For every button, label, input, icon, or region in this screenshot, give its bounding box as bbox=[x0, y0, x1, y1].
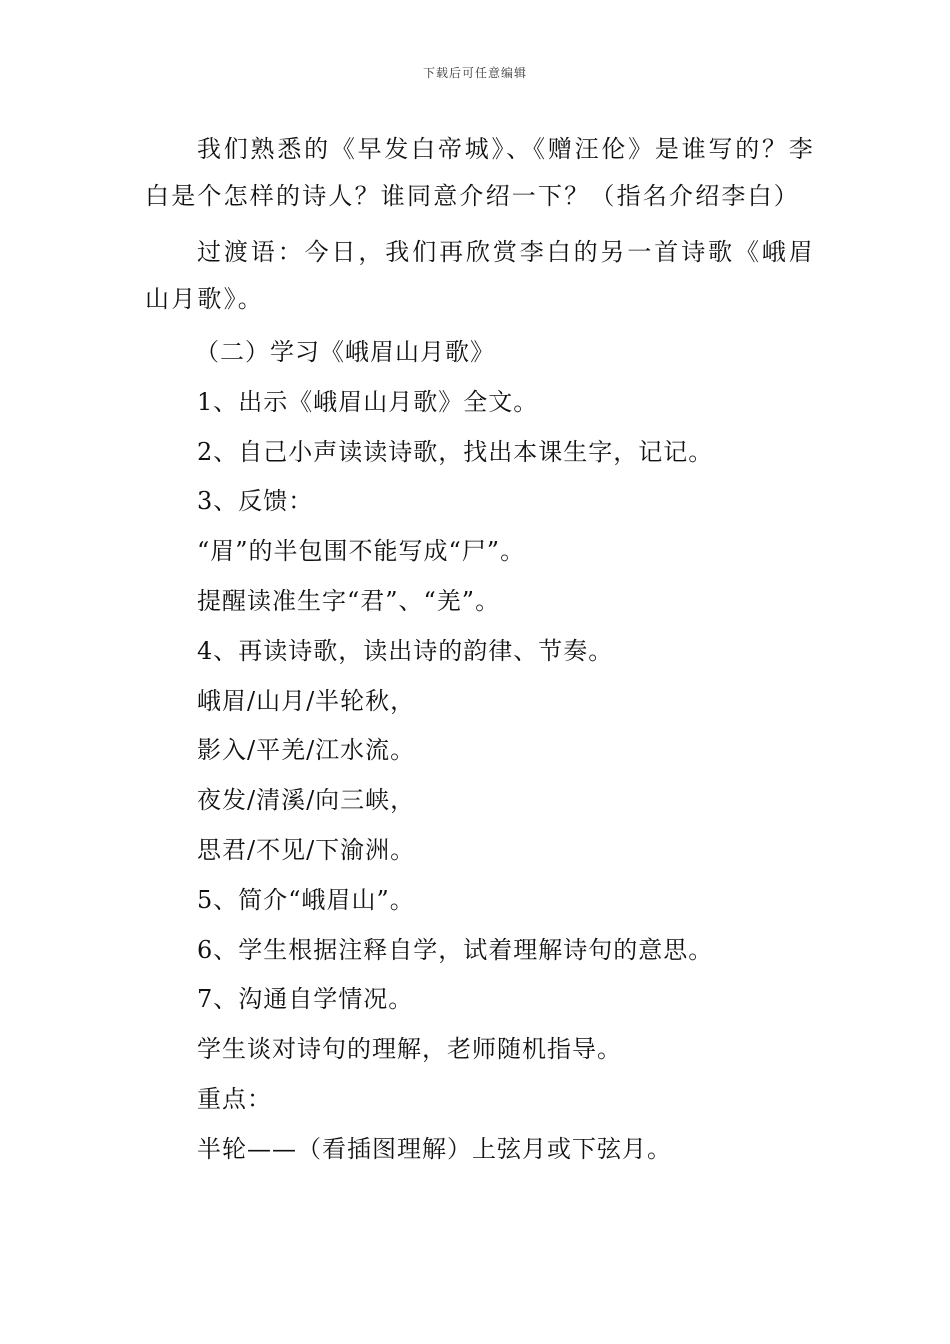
poem-line-3: 夜发/清溪/向三峡， bbox=[197, 786, 416, 815]
step-6: 6、学生根据注释自学，试着理解诗句的意思。 bbox=[197, 935, 714, 964]
poem-line-1: 峨眉/山月/半轮秋， bbox=[197, 686, 416, 715]
teacher-guidance: 学生谈对诗句的理解，老师随机指导。 bbox=[197, 1035, 622, 1064]
poem-line-4: 思君/不见/下渝洲。 bbox=[197, 835, 416, 864]
section-heading-study-poem: （二）学习《峨眉山月歌》 bbox=[195, 338, 495, 366]
step-1: 1、出示《峨眉山月歌》全文。 bbox=[197, 387, 539, 416]
key-point-half-moon: 半轮——（看插图理解）上弦月或下弦月。 bbox=[197, 1134, 672, 1163]
step-2: 2、自己小声读读诗歌，找出本课生字，记记。 bbox=[197, 437, 714, 466]
paragraph-intro-question: 我们熟悉的《早发白帝城》、《赠汪伦》是谁写的？李白是个怎样的诗人？谁同意介绍一下？（指名介绍李白） bbox=[145, 135, 815, 210]
key-point-label: 重点： bbox=[197, 1084, 272, 1113]
step-3: 3、反馈： bbox=[197, 487, 314, 516]
page-header: 下载后可任意编辑 bbox=[422, 66, 527, 80]
feedback-note-pronunciation: 提醒读准生字“君”、“羌”。 bbox=[197, 586, 501, 615]
paragraph-transition: 过渡语：今日，我们再欣赏李白的另一首诗歌《峨眉山月歌》。 bbox=[145, 238, 815, 313]
step-7: 7、沟通自学情况。 bbox=[197, 985, 414, 1014]
step-4: 4、再读诗歌，读出诗的韵律、节奏。 bbox=[197, 636, 614, 665]
document-body bbox=[145, 126, 815, 1175]
poem-line-2: 影入/平羌/江水流。 bbox=[197, 736, 416, 765]
feedback-note-mei: “眉”的半包围不能写成“尸”。 bbox=[197, 537, 526, 566]
step-5: 5、简介“峨眉山”。 bbox=[197, 885, 415, 914]
